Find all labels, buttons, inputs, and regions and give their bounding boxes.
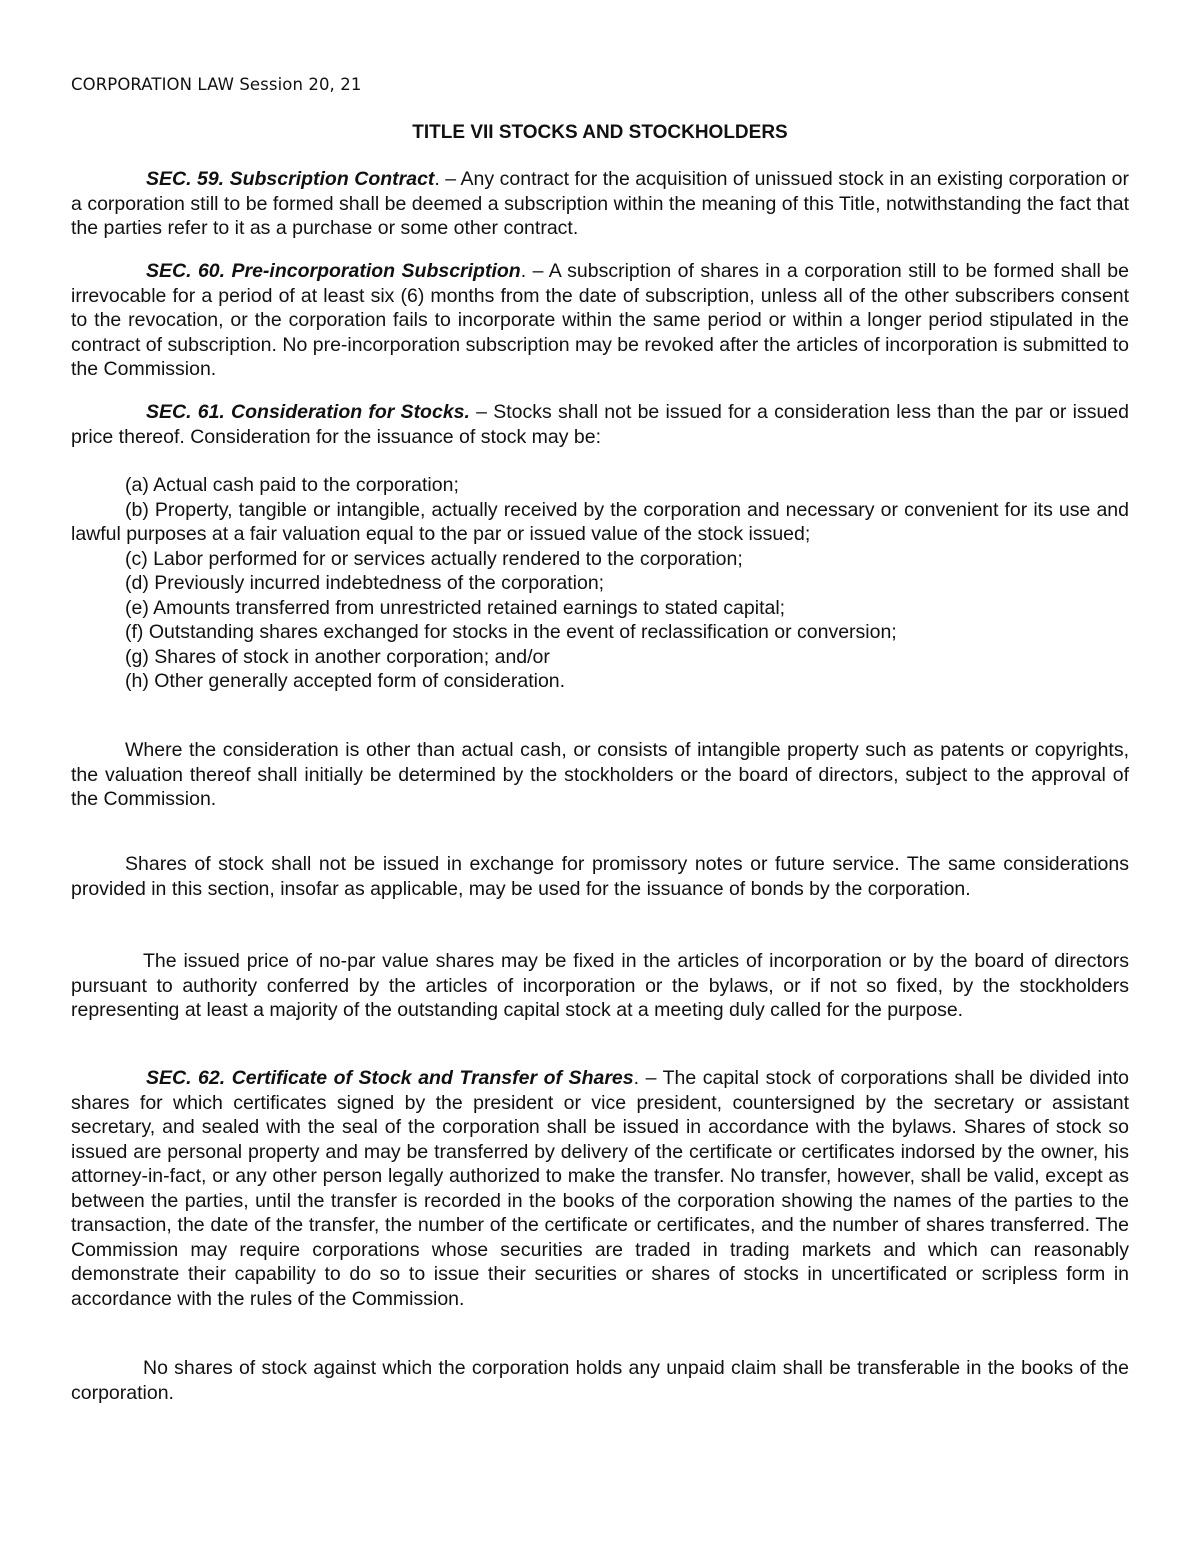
sec-60-body: . – A subscription of shares in a corporation still to be formed shall be irrevocable for a period of at least six (6) months from the date of subscription, unless all of the other subscribers consent to the revocation, or the corporation fails to incorporate within the same period or within a longer period stipulated in the contract of subscription. No pre-incorporation subscription may be revoked after the articles of incorporation is submitted to the Commission. bbox=[71, 260, 1129, 380]
sec-62-heading: SEC. 62. Certificate of Stock and Transfer of Shares bbox=[146, 1067, 634, 1089]
list-item: (g) Shares of stock in another corporation; and/or bbox=[125, 645, 550, 668]
sec-62-unpaid-claim-paragraph: No shares of stock against which the corporation holds any unpaid claim shall be transferable in the books of the corporation. bbox=[71, 1357, 1129, 1404]
consideration-list bbox=[71, 473, 1129, 694]
sec-59-body: . – Any contract for the acquisition of unissued stock in an existing corporation or a corporation still to be formed shall be deemed a subscription within the meaning of this Title, notwithstanding the fact that the parties refer to it as a purchase or some other contract. bbox=[71, 168, 1129, 239]
sec-59-paragraph bbox=[71, 167, 1129, 241]
sec-61-no-par-paragraph: The issued price of no-par value shares may be fixed in the articles of incorporation or by the board of directors pursuant to authority conferred by the articles of incorporation or the bylaws, or if not so fixed, by the stockholders representing at least a majority of the outstanding capital stock at a meeting duly called for the purpose. bbox=[71, 950, 1129, 1021]
list-item: (f) Outstanding shares exchanged for stocks in the event of reclassification or conversion; bbox=[125, 621, 897, 643]
list-item: (a) Actual cash paid to the corporation; bbox=[125, 474, 459, 496]
sec-61-paragraph bbox=[71, 400, 1129, 449]
sec-61-valuation-paragraph: Where the consideration is other than actual cash, or consists of intangible property such as patents or copyrights, the valuation thereof shall initially be determined by the stockholders or the board of directors, subject to the approval of the Commission. bbox=[71, 739, 1129, 810]
list-item: (e) Amounts transferred from unrestricted retained earnings to stated capital; bbox=[125, 596, 786, 619]
sec-62-paragraph bbox=[71, 1066, 1129, 1311]
sec-61-body: – Stocks shall not be issued for a consideration less than the par or issued price thereof. Consideration for the issuance of stock may be: bbox=[71, 401, 1129, 448]
list-item: (d) Previously incurred indebtedness of the corporation; bbox=[125, 572, 605, 594]
sec-62-body: . – The capital stock of corporations shall be divided into shares for which certificates signed by the president or vice president, countersigned by the secretary or assistant secretary, and sealed with the seal of the corporation shall be issued in accordance with the bylaws. Shares of stock so issued are personal property and may be transferred by delivery of the certificate or certificates indorsed by the owner, his attorney-in-fact, or any other person legally authorized to make the transfer. No transfer, however, shall be valid, except as between the parties, until the transfer is recorded in the books of the corporation showing the names of the parties to the transaction, the date of the transfer, the number of the certificate or certificates, and the number of shares transferred. The Commission may require corporations whose securities are traded in trading markets and which can reasonably demonstrate their capability to do so to issue their securities or shares of stocks in uncertificated or scripless form in accordance with the rules of the Commission. bbox=[71, 1067, 1129, 1310]
sec-60-heading: SEC. 60. Pre-incorporation Subscription bbox=[146, 260, 521, 282]
sec-59-heading: SEC. 59. Subscription Contract bbox=[146, 168, 435, 190]
list-item: (c) Labor performed for or services actually rendered to the corporation; bbox=[125, 547, 743, 570]
sec-61-heading: SEC. 61. Consideration for Stocks. bbox=[146, 401, 470, 423]
document-header: CORPORATION LAW Session 20, 21 bbox=[71, 75, 362, 94]
page-title: TITLE VII STOCKS AND STOCKHOLDERS bbox=[412, 122, 788, 143]
sec-61-promissory-paragraph: Shares of stock shall not be issued in exchange for promissory notes or future service. The same considerations provided in this section, insofar as applicable, may be used for the issuance of bonds by the corporation. bbox=[71, 853, 1129, 900]
list-item: (b) Property, tangible or intangible, actually received by the corporation and necessary or convenient for its use and lawful purposes at a fair valuation equal to the par or issued value of the stock issued; bbox=[71, 498, 1129, 545]
list-item: (h) Other generally accepted form of consideration. bbox=[125, 670, 566, 692]
sec-60-paragraph bbox=[71, 259, 1129, 382]
